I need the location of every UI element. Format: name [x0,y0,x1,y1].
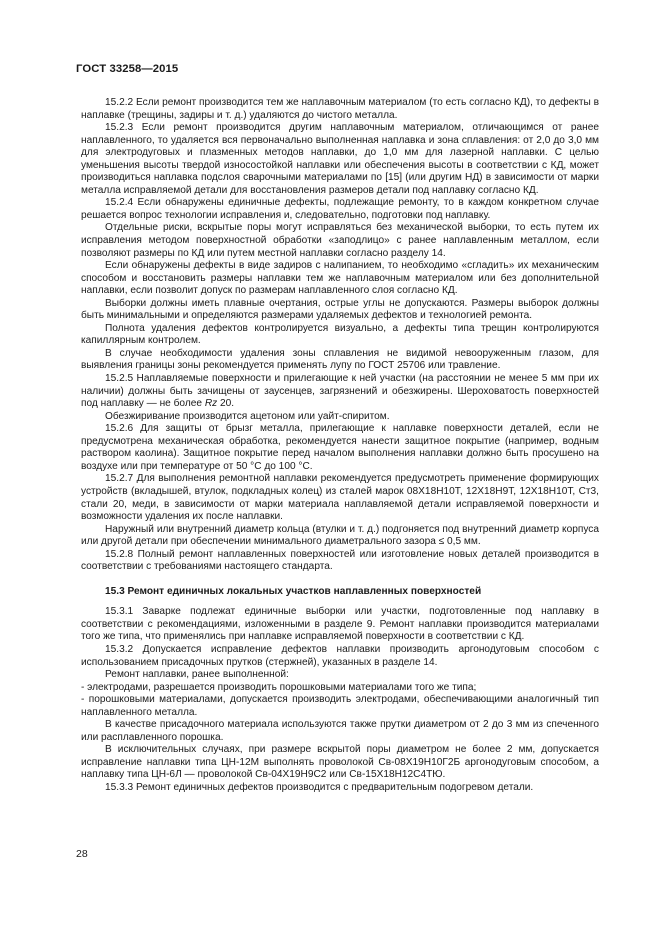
paragraph-15-3-3: 15.3.3 Ремонт единичных дефектов производится с предварительным подогревом детали. [105,781,534,793]
paragraph-15-2-4: 15.2.4 Если обнаружены единичные дефекты, подлежащие ремонту, то в каждом конкретном случае решается вопрос технологии исправления и, следовательно, подготовки под наплавку. [81,197,599,221]
paragraph: В исключительных случаях, при размере вскрытой поры диаметром не более 2 мм, допускается исправление наплавки типа ЦН-12М выполнять проволокой Св-08Х19Н10Г2Б аргонодуговым способом, а наплавку типа ЦН-6Л — проволокой Св-04Х19Н9С2 или Св-15Х18Н12С4ТЮ. [81,744,599,781]
paragraph-15-2-2: 15.2.2 Если ремонт производится тем же наплавочным материалом (то есть согласно КД), то дефекты в наплавке (трещины, задиры и т. д.) удаляются до чистого металла. [81,97,599,121]
paragraph-15-2-3: 15.2.3 Если ремонт производится другим наплавочным материалом, отличающимся от ранее наплавленного, то удаляется вся первоначально выполненная наплавка и зона сплавления: от 2,0 до 3,0 мм для электродуговых и плазменных методов наплавки, до 1,0 мм для лазерной наплавки. С целью уменьшения высоты твердой износостойкой наплавки или обеспечения высоты в соответствии с КД, может производиться наплавка подслоя сварочными материалами по [15] (или другим НД) в зависимости от марки металла исправляемой детали для восстановления размеров детали под наплавку согласно КД. [81,122,599,196]
paragraph: Ремонт наплавки, ранее выполненной: [105,669,289,681]
paragraph: Наружный или внутренний диаметр кольца (втулки и т. д.) подгоняется под внутренний диаметр корпуса или другой детали при обеспечении минимального диаметрального зазора ≤ 0,5 мм. [81,523,599,548]
roughness-symbol: Rz [204,398,218,410]
text-run: 20. [217,398,235,410]
paragraph-15-2-6: 15.2.6 Для защиты от брызг металла, прилегающие к наплавке поверхности деталей, если не предусмотрена механическая обработка, рекомендуется нанести защитное покрытие (например, водным раствором каолина). Защитное покрытие перед началом выполнения наплавки должно быть просушено на воздухе или при температуре от 50 °С до 100 °С. [81,423,599,472]
paragraph: Отдельные риски, вскрытые поры могут исправляться без механической выборки, то есть путем их исправления методом поверхностной обработки «заподлицо» с ранее наплавленным металлом, если позволяют размеры по КД или путем местной наплавки согласно разделу 14. [81,222,599,259]
paragraph: В случае необходимости удаления зоны сплавления не видимой невооруженным глазом, для выявления границы зоны рекомендуется применять лупу по ГОСТ 25706 или травление. [81,347,599,372]
paragraph-15-2-8: 15.2.8 Полный ремонт наплавленных поверхностей или изготовление новых деталей производится в соответствии с требованиями настоящего стандарта. [81,548,599,573]
paragraph: Выборки должны иметь плавные очертания, острые углы не допускаются. Размеры выборок должны быть минимальными и определяются размерами удаляемых дефектов и технологией ремонта. [81,297,599,322]
list-item: - порошковыми материалами, допускается производить электродами, обеспечивающими аналогичный тип наплавленного металла. [81,694,599,718]
paragraph-15-3-1: 15.3.1 Заварке подлежат единичные выборки или участки, подготовленные под наплавку в соответствии с рекомендациями, изложенными в разделе 9. Ремонт наплавки производится материалами того же типа, что применялись при наплавке исправляемой поверхности в соответствии с КД. [81,606,599,643]
paragraph-15-2-7: 15.2.7 Для выполнения ремонтной наплавки рекомендуется предусмотреть применение формирующих устройств (вкладышей, втулок, подкладных колец) из сталей марок 08Х18Н10Т, 12Х18Н9Т, 12Х18Н10Т, Ст3, стали 20, меди, в зависимости от марки материала наплавляемой детали исправляемой поверхности и возможности удаления их после наплавки. [81,473,599,523]
paragraph: Полнота удаления дефектов контролируется визуально, а дефекты типа трещин контролируются капиллярным контролем. [81,322,599,347]
document-body [81,97,599,795]
text-run: 15.2.5 Наплавляемые поверхности и прилегающие к ней участки (на расстоянии не менее 5 мм при их наличии) должны быть зачищены от заусенцев, загрязнений и обезжирены. Шероховатость поверхностей под наплавку — не более [81,373,599,410]
paragraph: Обезжиривание производится ацетоном или уайт-спиритом. [105,410,390,422]
section-heading-15-3: 15.3 Ремонт единичных локальных участков наплавленных поверхностей [105,585,482,597]
list-item: - электродами, разрешается производить порошковыми материалами того же типа; [81,681,477,693]
paragraph: В качестве присадочного материала используются также прутки диаметром от 2 до 3 мм из спеченного или расплавленного порошка. [81,719,599,743]
page-number: 28 [76,848,88,860]
document-header: ГОСТ 33258—2015 [76,63,179,75]
paragraph-15-2-5 [81,373,599,411]
paragraph: Если обнаружены дефекты в виде задиров с налипанием, то необходимо «сгладить» их механическим способом и восстановить размеры наплавки тем же наплавочным материалом или без дополнительной наплавки, если позволит допуск по размерам наплавленного слоя согласно КД. [81,260,599,297]
paragraph-15-3-2: 15.3.2 Допускается исправление дефектов наплавки производить аргонодуговым способом с использованием присадочных прутков (стержней), указанных в разделе 14. [81,643,599,668]
